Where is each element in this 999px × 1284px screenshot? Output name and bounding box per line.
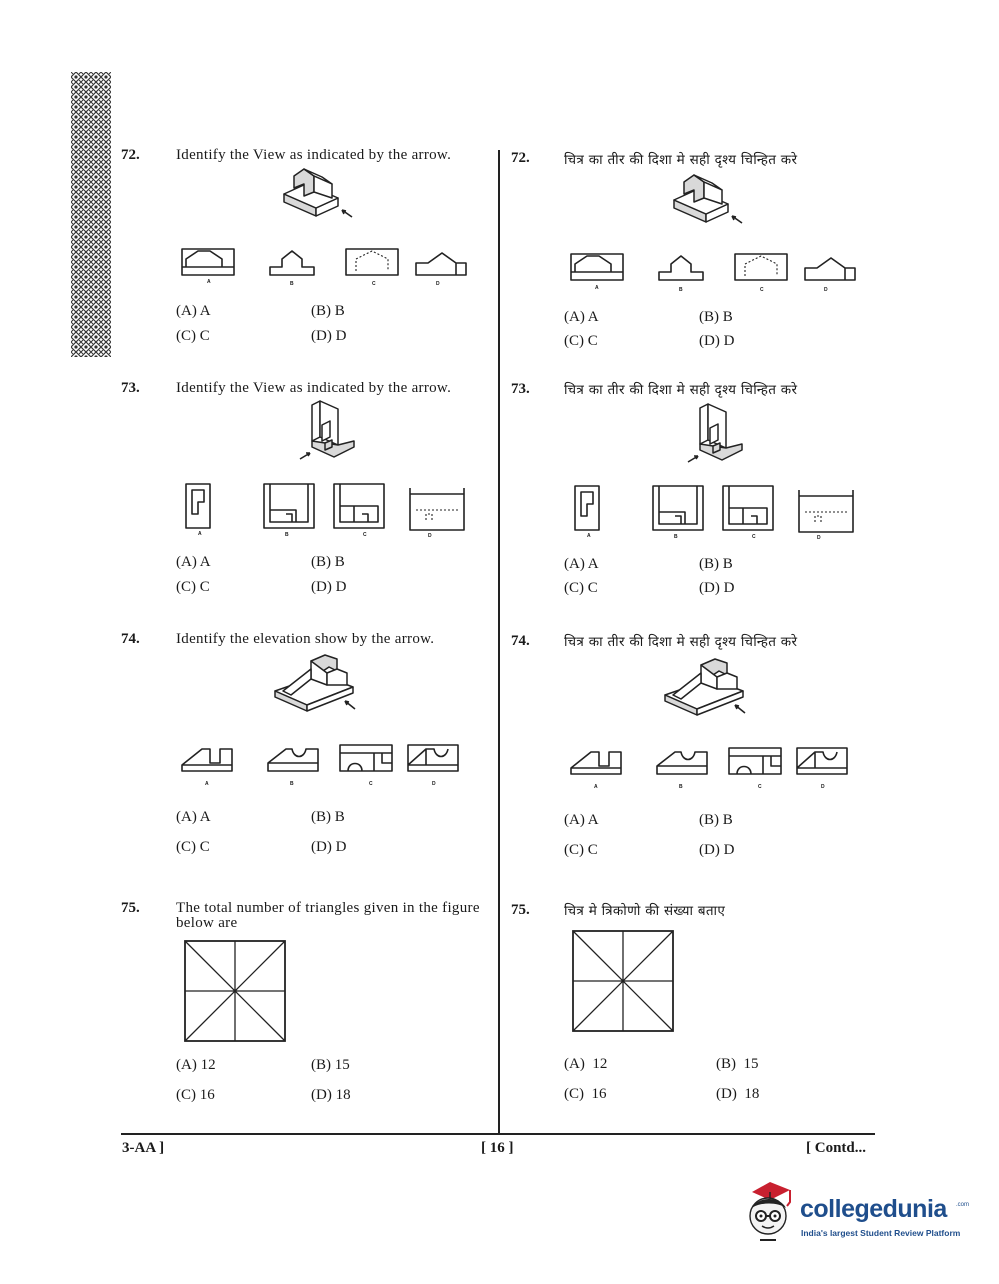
- q72-option-a-hi[interactable]: (A) A: [564, 309, 599, 325]
- q72-fig-label-b-hi: B: [679, 287, 683, 293]
- q75-option-c-hi[interactable]: (C) 16: [564, 1086, 607, 1102]
- q73-option-d-hi[interactable]: (D) D: [699, 580, 735, 596]
- q73-fig-label-a-hi: A: [587, 533, 591, 539]
- q74-option-c[interactable]: (C) C: [176, 839, 210, 855]
- q73-option-a-hi[interactable]: (A) A: [564, 556, 599, 572]
- q73-fig-label-c-hi: C: [752, 534, 756, 540]
- q73-fig-label-d: D: [428, 533, 432, 539]
- q74-option-d-hi[interactable]: (D) D: [699, 842, 735, 858]
- q74-fig-label-c: C: [369, 781, 373, 787]
- q74-option-a[interactable]: (A) A: [176, 809, 211, 825]
- q72-option-a[interactable]: (A) A: [176, 303, 211, 319]
- q73-option-d[interactable]: (D) D: [311, 579, 347, 595]
- q74-option-c-hi[interactable]: (C) C: [564, 842, 598, 858]
- q73-fig-label-c: C: [363, 532, 367, 538]
- q73-number-hi: 73.: [511, 381, 530, 397]
- q75-text-hi: चित्र मे त्रिकोणो की संख्या बताए: [564, 903, 726, 919]
- q72-text-hi: चित्र का तीर की दिशा मे सही दृश्य चिन्हित करे: [564, 152, 798, 168]
- q72-fig-label-a-hi: A: [595, 285, 599, 291]
- q75-option-b[interactable]: (B) 15: [311, 1057, 350, 1073]
- q72-text-en: Identify the View as indicated by the arrow.: [176, 147, 452, 163]
- q74-text-hi: चित्र का तीर की दिशा मे सही दृश्य चिन्हित करे: [564, 634, 798, 650]
- collegedunia-mascot-icon: [740, 1178, 798, 1248]
- q75-text-en-line2: below are: [176, 915, 238, 931]
- q75-option-a-hi[interactable]: (A) 12: [564, 1056, 608, 1072]
- q72-option-c-hi[interactable]: (C) C: [564, 333, 598, 349]
- q72-isometric-figure-hi: [666, 172, 746, 232]
- q72-fig-label-c-hi: C: [760, 287, 764, 293]
- q75-option-d[interactable]: (D) 18: [311, 1087, 351, 1103]
- q73-option-views-hi: [567, 482, 867, 532]
- q74-option-d[interactable]: (D) D: [311, 839, 347, 855]
- q75-option-a[interactable]: (A) 12: [176, 1057, 216, 1073]
- q74-fig-label-c-hi: C: [758, 784, 762, 790]
- q74-number-hi: 74.: [511, 633, 530, 649]
- q73-fig-label-b-hi: B: [674, 534, 678, 540]
- q72-fig-label-d-hi: D: [824, 287, 828, 293]
- q74-fig-label-d: D: [432, 781, 436, 787]
- q72-number-hi: 72.: [511, 150, 530, 166]
- q73-option-b-hi[interactable]: (B) B: [699, 556, 733, 572]
- q73-option-a[interactable]: (A) A: [176, 554, 211, 570]
- q74-isometric-figure: [271, 649, 366, 714]
- q72-option-b-hi[interactable]: (B) B: [699, 309, 733, 325]
- q73-fig-label-d-hi: D: [817, 535, 821, 541]
- q75-number-hi: 75.: [511, 902, 530, 918]
- q72-option-b[interactable]: (B) B: [311, 303, 345, 319]
- q72-option-c[interactable]: (C) C: [176, 328, 210, 344]
- q74-fig-label-b: B: [290, 781, 294, 787]
- q72-option-d-hi[interactable]: (D) D: [699, 333, 735, 349]
- logo-wordmark: collegedunia: [800, 1195, 947, 1223]
- q73-fig-label-a: A: [198, 531, 202, 537]
- q74-fig-label-a: A: [205, 781, 209, 787]
- q73-option-c[interactable]: (C) C: [176, 579, 210, 595]
- q72-number: 72.: [121, 147, 140, 163]
- q72-option-views-hi: [567, 250, 867, 295]
- decorative-border-pattern: [71, 72, 111, 357]
- q75-number: 75.: [121, 900, 140, 916]
- footer-rule: [121, 1133, 875, 1135]
- q75-text-en-line1: The total number of triangles given in the figure: [176, 900, 480, 916]
- q72-isometric-figure: [276, 166, 356, 226]
- q73-isometric-figure-hi: [680, 400, 750, 470]
- q74-fig-label-a-hi: A: [594, 784, 598, 790]
- q74-number: 74.: [121, 631, 140, 647]
- q74-fig-label-b-hi: B: [679, 784, 683, 790]
- page-number: [ 16 ]: [481, 1140, 514, 1156]
- q73-text-hi: चित्र का तीर की दिशा मे सही दृश्य चिन्हित करे: [564, 382, 798, 398]
- q73-isometric-figure: [292, 397, 362, 467]
- column-divider: [498, 150, 500, 1135]
- q73-option-views: [178, 480, 478, 530]
- q73-option-c-hi[interactable]: (C) C: [564, 580, 598, 596]
- footer-contd: [ Contd...: [806, 1140, 867, 1156]
- q74-option-b-hi[interactable]: (B) B: [699, 812, 733, 828]
- q73-option-b[interactable]: (B) B: [311, 554, 345, 570]
- q75-triangle-figure: [184, 940, 286, 1042]
- q75-option-b-hi[interactable]: (B) 15: [716, 1056, 759, 1072]
- q75-option-d-hi[interactable]: (D) 18: [716, 1086, 760, 1102]
- q74-fig-label-d-hi: D: [821, 784, 825, 790]
- q72-option-views: [178, 245, 478, 290]
- q74-option-a-hi[interactable]: (A) A: [564, 812, 599, 828]
- q74-option-views-hi: [569, 744, 869, 784]
- q74-isometric-figure-hi: [661, 653, 756, 718]
- logo-tagline: India's largest Student Review Platform: [801, 1228, 961, 1238]
- q74-option-b[interactable]: (B) B: [311, 809, 345, 825]
- q72-fig-label-c: C: [372, 281, 376, 287]
- footer-code: 3-AA ]: [122, 1140, 165, 1156]
- q72-fig-label-b: B: [290, 281, 294, 287]
- q72-fig-label-a: A: [207, 279, 211, 285]
- q73-number: 73.: [121, 380, 140, 396]
- q72-fig-label-d: D: [436, 281, 440, 287]
- q73-text-en: Identify the View as indicated by the arrow.: [176, 380, 452, 396]
- q73-fig-label-b: B: [285, 532, 289, 538]
- q75-triangle-figure-hi: [572, 930, 674, 1032]
- q75-option-c[interactable]: (C) 16: [176, 1087, 215, 1103]
- q72-option-d[interactable]: (D) D: [311, 328, 347, 344]
- logo-domain-suffix: .com: [956, 1202, 970, 1208]
- q74-option-views: [180, 741, 480, 781]
- q74-text-en: Identify the elevation show by the arrow.: [176, 631, 435, 647]
